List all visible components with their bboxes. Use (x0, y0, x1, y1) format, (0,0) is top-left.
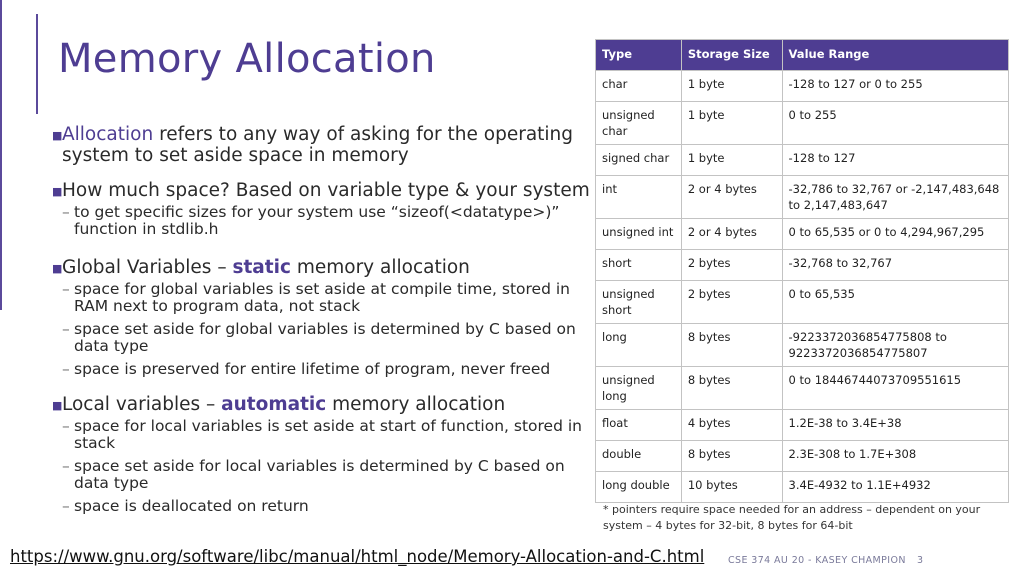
cell-range: -32,768 to 32,767 (782, 250, 1008, 281)
sub-bullet-text: space for local variables is set aside at start of function, stored in stack (74, 417, 582, 452)
table-header-row (596, 40, 1009, 71)
cell-size: 2 or 4 bytes (681, 176, 782, 219)
sub-bullet-text: space is deallocated on return (74, 497, 309, 515)
cell-type: double (596, 441, 682, 472)
dash-icon: – (62, 360, 70, 378)
sub-bullet (52, 361, 592, 378)
allocation-highlight: Allocation (62, 124, 154, 145)
dash-icon: – (62, 497, 70, 515)
bullet-square-icon: ■ (52, 185, 63, 198)
cell-type: int (596, 176, 682, 219)
dash-icon: – (62, 457, 70, 475)
table-row (596, 324, 1009, 367)
cell-range: 0 to 65,535 (782, 281, 1008, 324)
bullet-list (52, 124, 592, 515)
reference-link[interactable]: https://www.gnu.org/software/libc/manual/html_node/Memory-Allocation-and-C.html (10, 547, 705, 566)
table-row (596, 71, 1009, 102)
cell-size: 2 or 4 bytes (681, 219, 782, 250)
table-row (596, 219, 1009, 250)
sub-bullet-text: space for global variables is set aside at compile time, stored in RAM next to program data, not stack (74, 280, 570, 315)
cell-range: 0 to 65,535 or 0 to 4,294,967,295 (782, 219, 1008, 250)
pointer-footnote: * pointers require space needed for an address – dependent on your system – 4 bytes for 32-bit, 8 bytes for 64-bit (603, 503, 981, 532)
sub-bullet (52, 321, 592, 355)
sub-bullet-text: space set aside for local variables is determined by C based on data type (74, 457, 565, 492)
table-row (596, 410, 1009, 441)
cell-size: 2 bytes (681, 281, 782, 324)
page-number: 3 (917, 555, 924, 566)
cell-type: unsigned int (596, 219, 682, 250)
sub-bullet (52, 204, 592, 238)
table-row (596, 441, 1009, 472)
cell-range: -9223372036854775808 to 9223372036854775807 (782, 324, 1008, 367)
sub-bullet-text: space set aside for global variables is determined by C based on data type (74, 320, 576, 355)
cell-type: signed char (596, 145, 682, 176)
cell-type: long double (596, 472, 682, 503)
global-pre: Global Variables – (62, 257, 233, 278)
bullet-how-much (52, 180, 592, 201)
sub-bullet (52, 498, 592, 515)
type-size-table (595, 39, 1009, 503)
bullet-square-icon: ■ (52, 399, 63, 412)
cell-size: 8 bytes (681, 324, 782, 367)
header-storage-size: Storage Size (681, 40, 782, 71)
cell-type: unsigned char (596, 102, 682, 145)
cell-type: short (596, 250, 682, 281)
cell-size: 1 byte (681, 145, 782, 176)
table-row (596, 472, 1009, 503)
dash-icon: – (62, 320, 70, 338)
left-accent-rule (0, 0, 2, 310)
bullet-square-icon: ■ (52, 129, 63, 142)
table-row (596, 281, 1009, 324)
sub-bullet (52, 458, 592, 492)
table-row (596, 250, 1009, 281)
cell-type: float (596, 410, 682, 441)
allocation-text: refers to any way of asking for the operating system to set aside space in memory (62, 124, 574, 166)
bullet-allocation (52, 124, 592, 166)
dash-icon: – (62, 203, 70, 221)
cell-type: long (596, 324, 682, 367)
static-highlight: static (232, 257, 291, 278)
cell-range: 3.4E-4932 to 1.1E+4932 (782, 472, 1008, 503)
header-value-range: Value Range (782, 40, 1008, 71)
how-much-text: How much space? Based on variable type & your system (62, 180, 590, 201)
table-row (596, 367, 1009, 410)
cell-range: -32,786 to 32,767 or -2,147,483,648 to 2,147,483,647 (782, 176, 1008, 219)
cell-range: 0 to 255 (782, 102, 1008, 145)
bullet-square-icon: ■ (52, 262, 63, 275)
header-type: Type (596, 40, 682, 71)
title-accent-rule (36, 14, 38, 114)
cell-size: 8 bytes (681, 441, 782, 472)
automatic-highlight: automatic (221, 394, 327, 415)
sub-bullet-text: space is preserved for entire lifetime of program, never freed (74, 360, 551, 378)
cell-size: 2 bytes (681, 250, 782, 281)
cell-range: 1.2E-38 to 3.4E+38 (782, 410, 1008, 441)
footer-course-label: CSE 374 AU 20 - KASEY CHAMPION (728, 555, 906, 566)
cell-type: unsigned long (596, 367, 682, 410)
cell-range: -128 to 127 or 0 to 255 (782, 71, 1008, 102)
cell-range: 2.3E-308 to 1.7E+308 (782, 441, 1008, 472)
cell-range: -128 to 127 (782, 145, 1008, 176)
table-row (596, 176, 1009, 219)
cell-range: 0 to 18446744073709551615 (782, 367, 1008, 410)
sub-bullet-text: to get specific sizes for your system use “sizeof(<datatype>)” function in stdlib.h (74, 203, 560, 238)
cell-size: 1 byte (681, 71, 782, 102)
cell-size: 10 bytes (681, 472, 782, 503)
sub-bullet (52, 418, 592, 452)
local-post: memory allocation (326, 394, 506, 415)
dash-icon: – (62, 280, 70, 298)
cell-type: unsigned short (596, 281, 682, 324)
cell-size: 4 bytes (681, 410, 782, 441)
bullet-global (52, 257, 592, 278)
cell-type: char (596, 71, 682, 102)
bullet-local (52, 394, 592, 415)
table-row (596, 145, 1009, 176)
slide-title: Memory Allocation (58, 36, 436, 82)
table-row (596, 102, 1009, 145)
cell-size: 1 byte (681, 102, 782, 145)
local-pre: Local variables – (62, 394, 222, 415)
global-post: memory allocation (290, 257, 470, 278)
dash-icon: – (62, 417, 70, 435)
cell-size: 8 bytes (681, 367, 782, 410)
sub-bullet (52, 281, 592, 315)
